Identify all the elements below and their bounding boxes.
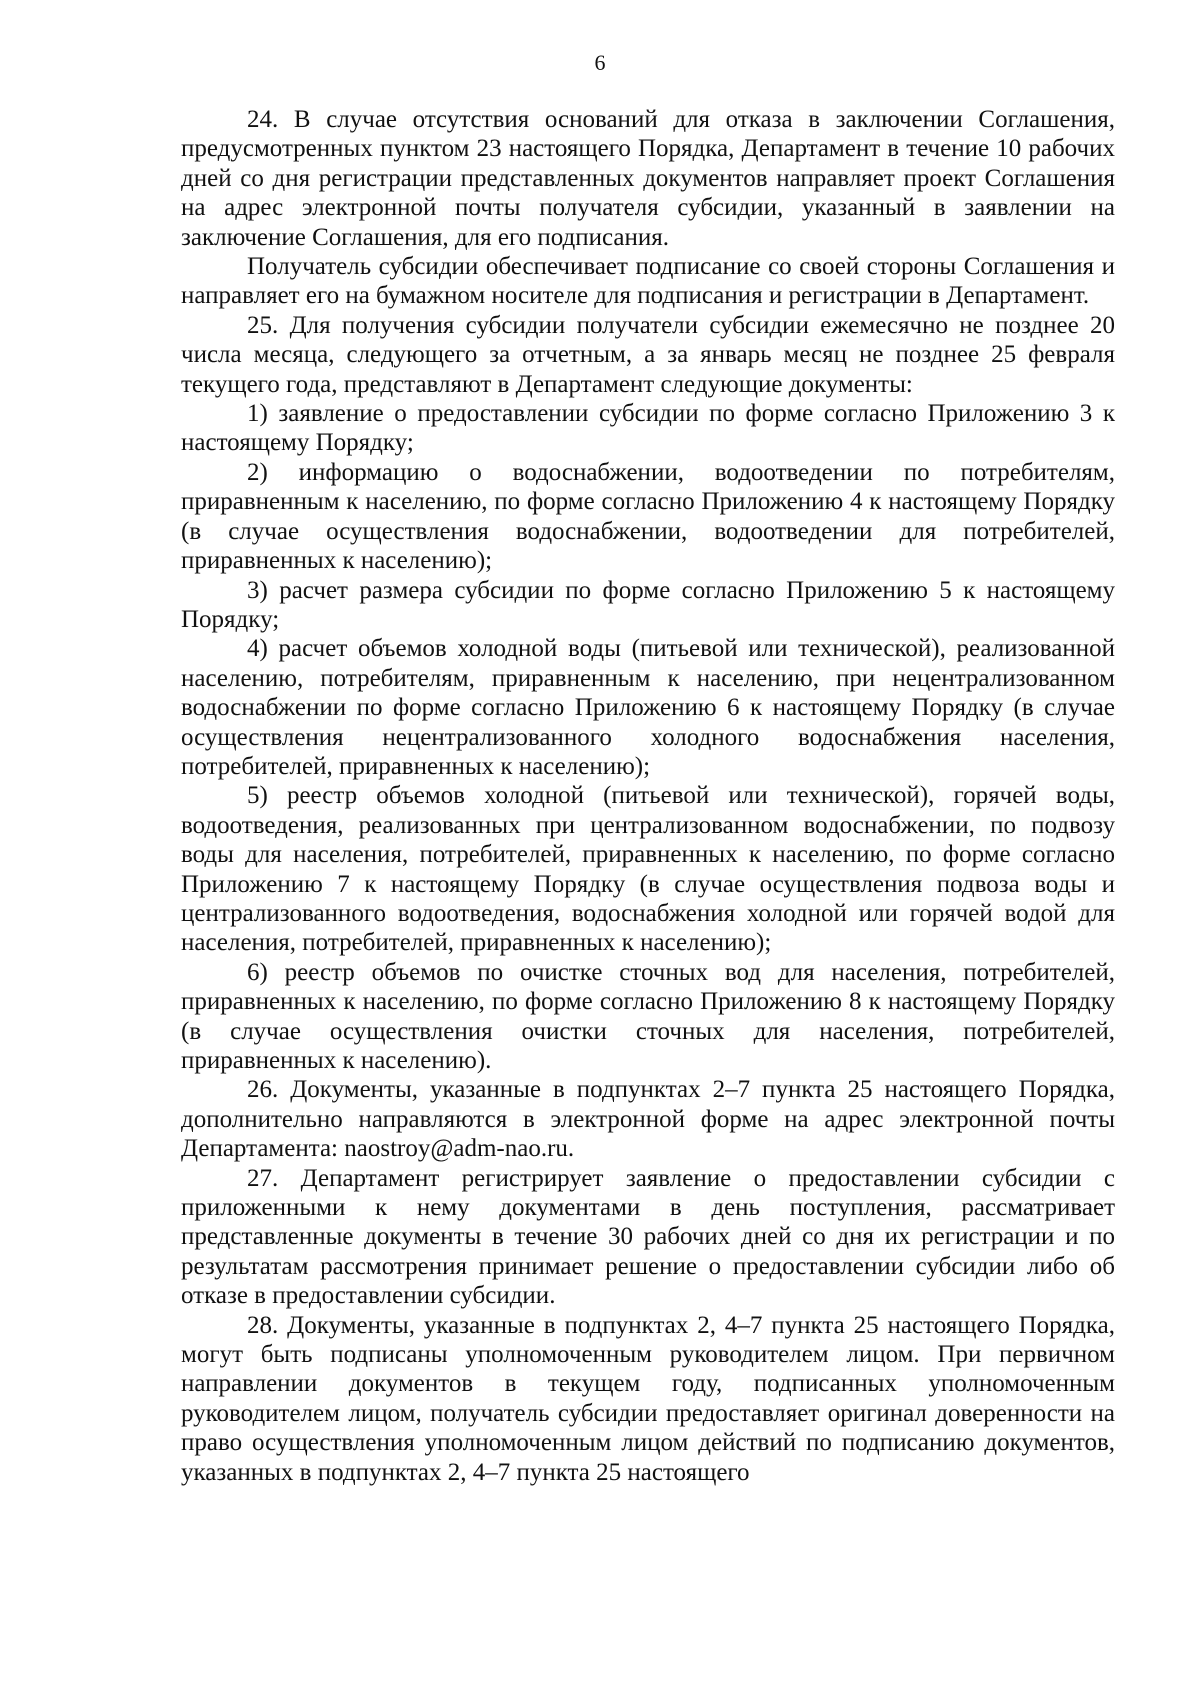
paragraph-25-item-2: 2) информацию о водоснабжении, водоотведении по потребителям, приравненным к населению, по форме согласно Приложению 4 к настоящему Порядку (в случае осуществления водоснабжении, водоотведении для потребителей, приравненных к населению); (181, 458, 1115, 575)
paragraph-27: 27. Департамент регистрирует заявление о предоставлении субсидии с приложенными к нему документами в день поступления, рассматривает представленные документы в течение 30 рабочих дней со дня их регистрации и по результатам рассмотрения принимает решение о предоставлении субсидии либо об отказе в предоставлении субсидии. (181, 1164, 1115, 1310)
paragraph-25-item-4: 4) расчет объемов холодной воды (питьевой или технической), реализованной населению, потребителям, приравненным к населению, при нецентрализованном водоснабжении по форме согласно Приложению 6 к настоящему Порядку (в случае осуществления нецентрализованного холодного водоснабжения населения, потребителей, приравненных к населению); (181, 635, 1115, 780)
paragraph-25: 25. Для получения субсидии получатели субсидии ежемесячно не позднее 20 числа месяца, следующего за отчетным, а за январь месяц не позднее 25 февраля текущего года, представляют в Департамент следующие документы: (181, 311, 1115, 398)
paragraph-26: 26. Документы, указанные в подпунктах 2–7 пункта 25 настоящего Порядка, дополнительно направляются в электронной форме на адрес электронной почты Департамента: naostroy@adm-nao.ru. (181, 1076, 1115, 1163)
document-body (181, 105, 1115, 1487)
paragraph-25-item-6: 6) реестр объемов по очистке сточных вод для населения, потребителей, приравненных к населению, по форме согласно Приложению 8 к настоящему Порядку (в случае осуществления очистки сточных для населения, потребителей, приравненных к населению). (181, 958, 1115, 1074)
paragraph-25-item-3: 3) расчет размера субсидии по форме согласно Приложению 5 к настоящему Порядку; (181, 576, 1115, 633)
page-number: 6 (594, 50, 606, 75)
paragraph-25-item-1: 1) заявление о предоставлении субсидии по форме согласно Приложению 3 к настоящему Порядку; (181, 400, 1115, 457)
paragraph-24: 24. В случае отсутствия оснований для отказа в заключении Соглашения, предусмотренных пунктом 23 настоящего Порядка, Департамент в течение 10 рабочих дней со дня регистрации представленных документов направляет проект Соглашения на адрес электронной почты получателя субсидии, указанный в заявлении на заключение Соглашения, для его подписания. (181, 106, 1115, 251)
paragraph-25-item-5: 5) реестр объемов холодной (питьевой или технической), горячей воды, водоотведения, реализованных при централизованном водоснабжении, по подвозу воды для населения, потребителей, приравненных к населению, по форме согласно Приложению 7 к настоящему Порядку (в случае осуществления подвоза воды и централизованного водоотведения, водоснабжения холодной или горячей водой для населения, потребителей, приравненных к населению); (181, 782, 1115, 957)
paragraph-24-recipient: Получатель субсидии обеспечивает подписание со своей стороны Соглашения и направляет его на бумажном носителе для подписания и регистрации в Департамент. (181, 253, 1115, 310)
paragraph-28: 28. Документы, указанные в подпунктах 2, 4–7 пункта 25 настоящего Порядка, могут быть подписаны уполномоченным руководителем лицом. При первичном направлении документов в текущем году, подписанных уполномоченным руководителем лицом, получатель субсидии предоставляет оригинал доверенности на право осуществления уполномоченным лицом действий по подписанию документов, указанных в подпунктах 2, 4–7 пункта 25 настоящего (181, 1311, 1115, 1486)
